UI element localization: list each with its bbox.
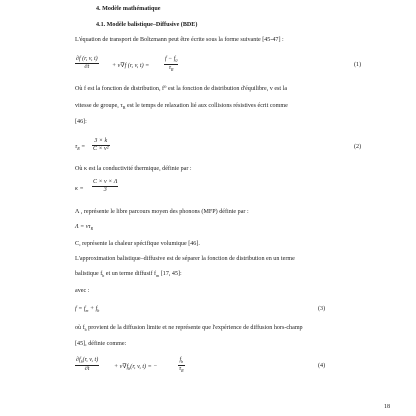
- eq1-number: (1): [354, 62, 362, 68]
- eq1-middle: + v∇f (r, v, t) =: [112, 63, 150, 69]
- eq6-rhs-denominator: τ: [179, 366, 182, 373]
- p2b-rest: est le temps de relaxation lié aux collisions résistives écrit comme: [125, 103, 288, 109]
- p6b-sub: b: [102, 273, 105, 279]
- eq4-text: Λ = vτ: [75, 224, 91, 230]
- section-heading: 4. Modèle mathématique: [96, 6, 161, 12]
- p2b-text: vitesse de groupe, τ: [75, 103, 123, 109]
- eq6-numerator-rest: (r, v, t): [82, 357, 99, 363]
- p8a-rest: provient de la diffusion limite et ne représente que l'expérience de diffusion hors-champ: [86, 325, 303, 331]
- eq5-number: (3): [318, 306, 326, 312]
- p8a-text: où f: [75, 325, 85, 331]
- paragraph-ballistic-1: [75, 325, 303, 333]
- paragraph-conductivity: Où κ est la conductivité thermique, définie par :: [75, 166, 192, 172]
- paragraph-mfp: Λ , représente le libre parcours moyen des phonons (MFP) définie par :: [75, 209, 249, 215]
- eq1-rhs-denominator: τ: [168, 65, 172, 72]
- eq6-rhs-fraction: [178, 357, 185, 373]
- subsection-heading: 4.1. Modèle balistique–Diffusive (BDE): [96, 22, 198, 28]
- eq6-mid: + v∇f: [114, 364, 129, 370]
- eq2-denominator: C × v²: [93, 146, 109, 152]
- paragraph-heat-capacity: C, représente la chaleur spécifique volumique [46].: [75, 241, 200, 247]
- eq3-lhs: κ =: [75, 186, 84, 192]
- paragraph-definitions-1: Où f est la fonction de distribution, f⁰ est la fonction de distribution d'équilibre, v est la: [75, 86, 288, 92]
- paragraph-avec: avec :: [75, 288, 90, 294]
- eq6-middle: [114, 363, 157, 371]
- eq6-rhs-numerator: f: [179, 357, 182, 363]
- eq5-expression: [75, 306, 99, 313]
- eq5-plus: + f: [88, 306, 98, 312]
- eq6-mid-rest: (r, v, t) = −: [130, 364, 158, 370]
- eq2-numerator: 3 × k: [94, 138, 108, 144]
- eq3-numerator: C × v × Λ: [93, 179, 118, 185]
- equation-mfp: [75, 224, 93, 231]
- eq6-mid-sub: b: [128, 366, 131, 372]
- paragraph-intro: L'équation de transport de Boltzmann peut être écrite sous la forme suivante [45-47] :: [75, 37, 284, 43]
- eq1-rhs-fraction: [164, 56, 178, 72]
- eq2-fraction: [92, 138, 110, 152]
- eq6-numerator-sub: b: [80, 359, 83, 365]
- eq1-lhs-fraction: [75, 56, 99, 70]
- eq5-sub1: m: [85, 308, 89, 314]
- eq2-equals: =: [81, 144, 86, 150]
- eq1-numerator: ∂f (r, v, t): [76, 56, 98, 62]
- eq5-sub2: b: [97, 308, 100, 314]
- eq3-fraction: [92, 179, 118, 193]
- eq2-lhs-symbol: τ: [75, 144, 78, 150]
- page-number: 18: [384, 404, 391, 410]
- eq5-text: f = f: [75, 306, 86, 312]
- eq4-sub: R: [90, 226, 94, 232]
- eq6-rhs-denominator-sub: R: [181, 368, 184, 374]
- p6b-rest: et un terme diffusif f: [104, 271, 157, 277]
- eq2-number: (2): [354, 144, 362, 150]
- eq6-lhs-fraction: [75, 357, 99, 372]
- p6b-text: balistique f: [75, 271, 103, 277]
- eq1-denominator: ∂t: [84, 64, 90, 70]
- paragraph-approx-1: L'approximation balistique–diffusive est de séparer la fonction de distribution en un terme: [75, 256, 295, 262]
- paragraph-approx-2: [75, 271, 182, 279]
- eq1-rhs-numerator-sub: 0: [175, 58, 178, 64]
- eq1-rhs-numerator: f − f: [165, 56, 176, 62]
- paragraph-ballistic-2: [45], définie comme:: [75, 341, 127, 347]
- p8a-sub: b: [84, 327, 87, 333]
- eq6-numerator: ∂f: [76, 357, 81, 363]
- p6b-sub2: m: [156, 273, 160, 279]
- eq6-rhs-numerator-sub: b: [181, 359, 184, 365]
- eq2-lhs-sub: R: [77, 146, 80, 152]
- eq2-lhs: [75, 144, 85, 151]
- p2b-sub: R: [122, 105, 126, 111]
- paragraph-definitions-3: [46]:: [75, 119, 87, 125]
- eq6-number: (4): [318, 363, 326, 369]
- paragraph-definitions-2: [75, 103, 288, 111]
- eq6-denominator: ∂t: [84, 366, 90, 373]
- eq1-rhs-denominator-sub: R: [171, 67, 174, 73]
- p6b-end: [17, 45]:: [159, 271, 182, 277]
- eq3-denominator: 3: [103, 187, 107, 193]
